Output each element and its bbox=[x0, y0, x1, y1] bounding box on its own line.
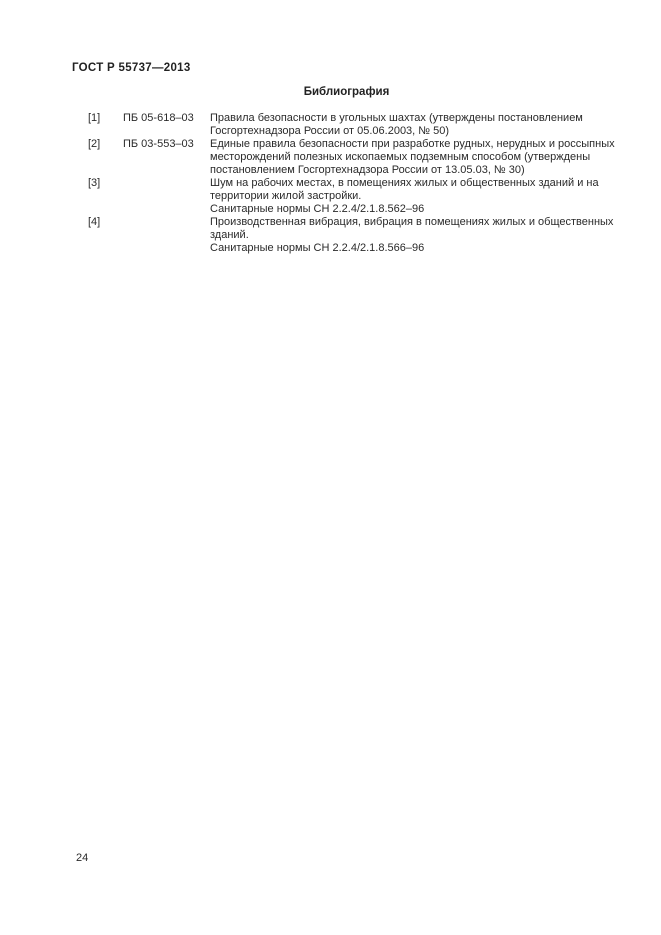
page-number: 24 bbox=[76, 852, 89, 864]
entry-ref-number: [1] bbox=[88, 112, 101, 124]
bibliography-title: Библиография bbox=[303, 86, 390, 98]
bibliography-entry bbox=[72, 138, 617, 177]
entry-ref-number: [3] bbox=[88, 177, 101, 189]
entry-document-code: ПБ 05-618–03 bbox=[123, 112, 194, 124]
entry-document-code: ПБ 03-553–03 bbox=[123, 138, 194, 150]
entry-description-line: зданий. bbox=[210, 229, 249, 241]
entry-description bbox=[210, 216, 617, 255]
entry-description bbox=[210, 112, 617, 138]
entry-description-line: постановлением Госгортехнадзора России от 13.05.03, № 30) bbox=[210, 164, 525, 176]
bibliography-entry bbox=[72, 112, 617, 138]
entry-description-line: Единые правила безопасности при разработке рудных, нерудных и россыпных bbox=[210, 138, 615, 150]
entry-description-line: Санитарные нормы СН 2.2.4/2.1.8.566–96 bbox=[210, 242, 425, 254]
entry-description-line: Производственная вибрация, вибрация в помещениях жилых и общественных bbox=[210, 216, 614, 228]
entry-description-line: месторождений полезных ископаемых подземным способом (утверждены bbox=[210, 151, 591, 163]
entry-description bbox=[210, 177, 617, 216]
bibliography-entry bbox=[72, 177, 617, 216]
entry-description-line: территории жилой застройки. bbox=[210, 190, 362, 202]
document-standard-number: ГОСТ Р 55737—2013 bbox=[72, 62, 191, 74]
entry-ref-number: [2] bbox=[88, 138, 101, 150]
entry-description bbox=[210, 138, 617, 177]
entry-description-line: Шум на рабочих местах, в помещениях жилых и общественных зданий и на bbox=[210, 177, 599, 189]
entry-ref-number: [4] bbox=[88, 216, 101, 228]
entry-description-line: Правила безопасности в угольных шахтах (утверждены постановлением bbox=[210, 112, 583, 124]
entry-description-line: Госгортехнадзора России от 05.06.2003, № 50) bbox=[210, 125, 450, 137]
bibliography-entry bbox=[72, 216, 617, 255]
bibliography-list bbox=[72, 112, 617, 255]
entry-description-line: Санитарные нормы СН 2.2.4/2.1.8.562–96 bbox=[210, 203, 425, 215]
